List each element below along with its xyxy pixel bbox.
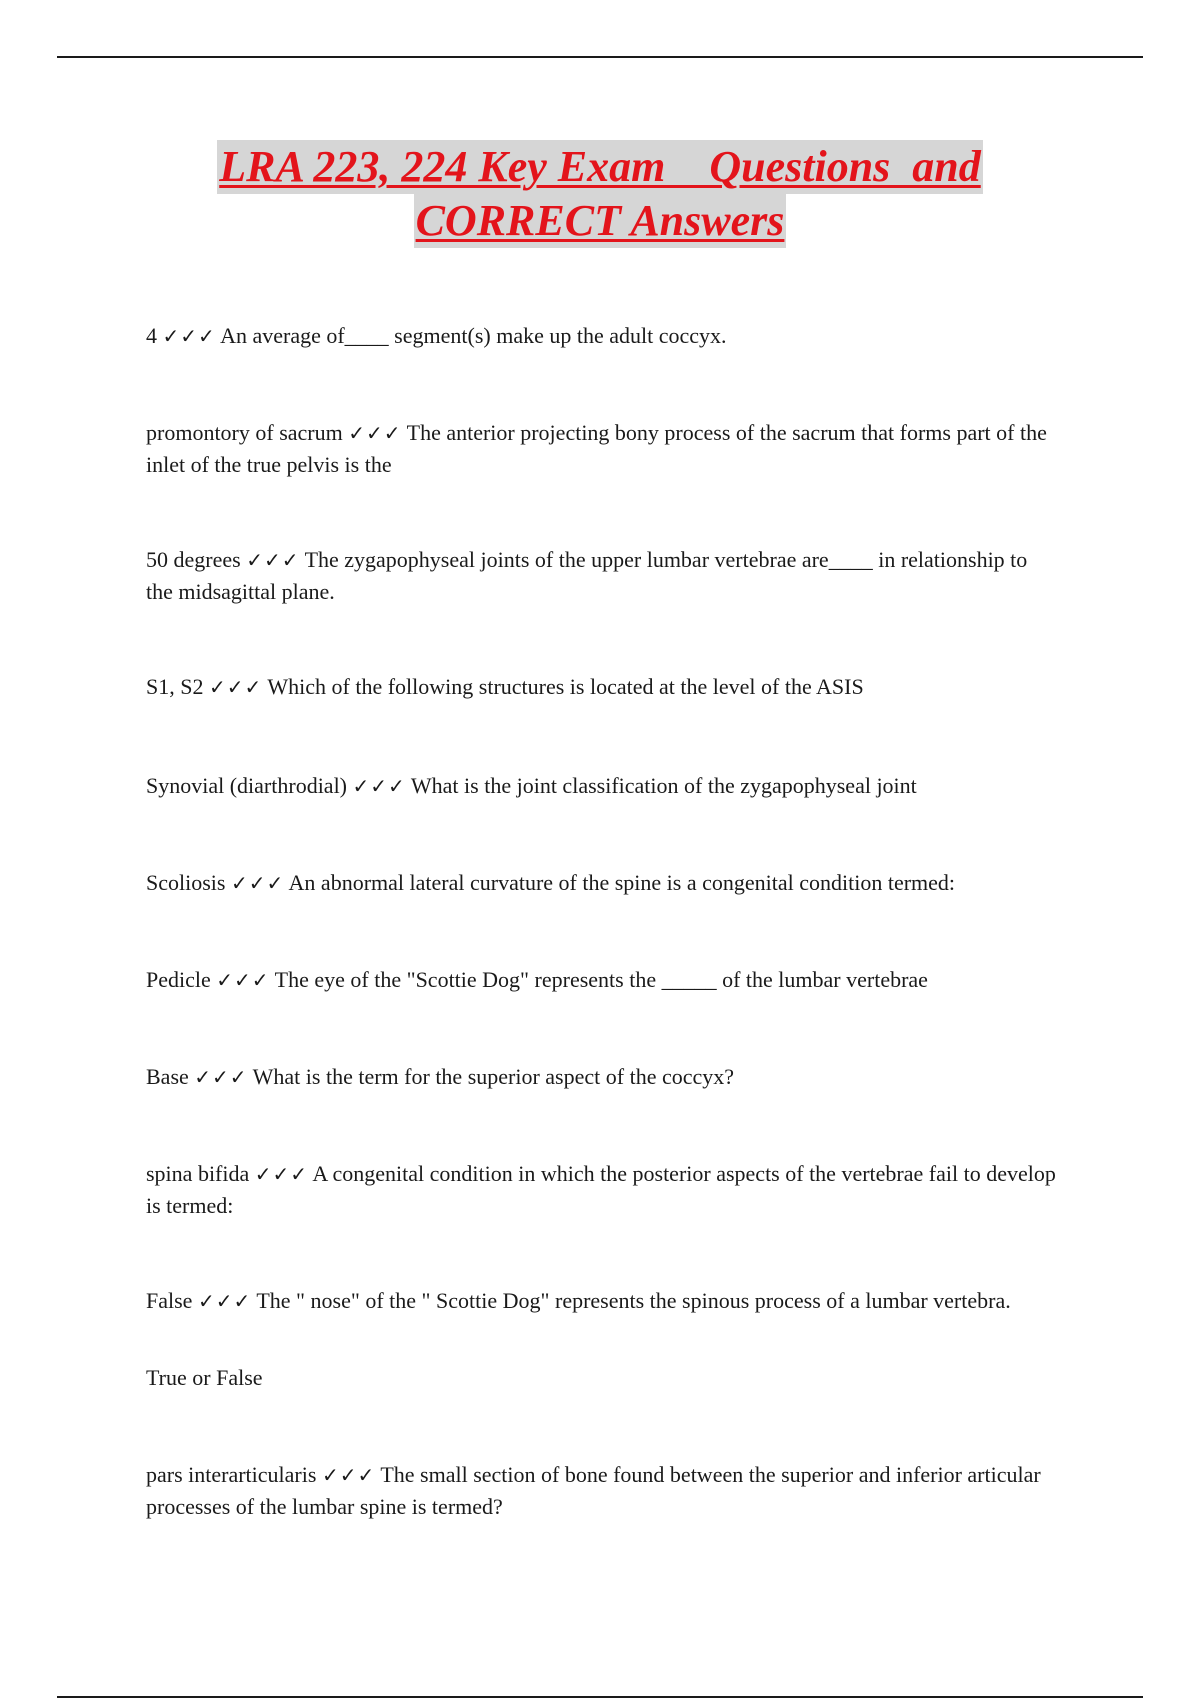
- answer: S1, S2: [146, 674, 204, 699]
- answer: 4: [146, 323, 157, 348]
- footer-rule: [57, 1696, 1143, 1698]
- answer: Synovial (diarthrodial): [146, 773, 348, 798]
- document-title: [0, 140, 1200, 248]
- question: The zygapophyseal joints of the upper lumbar vertebrae are____ in relationship to the midsagittal plane.: [146, 547, 1028, 604]
- check-mark-icon: ✓✓✓: [321, 1463, 376, 1487]
- check-mark-icon: ✓✓✓: [216, 968, 270, 992]
- check-mark-icon: ✓✓✓: [254, 1162, 309, 1186]
- qa-item-2: [146, 417, 1056, 480]
- qa-item-7: [146, 964, 1056, 996]
- answer: 50 degrees: [146, 547, 241, 572]
- qa-item-8: [146, 1061, 1056, 1093]
- header-rule: [57, 56, 1143, 58]
- check-mark-icon: ✓✓✓: [352, 774, 406, 798]
- check-mark-icon: ✓✓✓: [230, 871, 285, 895]
- check-mark-icon: ✓✓✓: [246, 548, 300, 572]
- question: What is the joint classification of the zygapophyseal joint: [410, 773, 917, 798]
- question: The anterior projecting bony process of the sacrum that forms part of the inlet of the true pelvis is the: [146, 420, 1047, 477]
- qa-item-5: [146, 770, 1056, 802]
- qa-item-9: [146, 1158, 1056, 1221]
- check-mark-icon: ✓✓✓: [162, 324, 216, 348]
- answer: spina bifida: [146, 1161, 250, 1186]
- check-mark-icon: ✓✓✓: [194, 1065, 248, 1089]
- question: An average of____ segment(s) make up the adult coccyx.: [220, 323, 727, 348]
- answer: pars interarticularis: [146, 1462, 317, 1487]
- title-line-1: LRA 223, 224 Key Exam Questions and: [217, 140, 983, 194]
- qa-item-3: [146, 544, 1056, 607]
- check-mark-icon: ✓✓✓: [348, 421, 402, 445]
- question: What is the term for the superior aspect of the coccyx?: [252, 1064, 735, 1089]
- qa-item-10: [146, 1285, 1056, 1317]
- question: The " nose" of the " Scottie Dog" represents the spinous process of a lumbar vertebra.: [256, 1288, 1011, 1313]
- qa-item-6: [146, 867, 1056, 899]
- qa-item-10-note: True or False: [146, 1365, 263, 1390]
- question: The eye of the "Scottie Dog" represents the _____ of the lumbar vertebrae: [274, 967, 928, 992]
- qa-item-4: [146, 671, 1056, 703]
- question: Which of the following structures is located at the level of the ASIS: [267, 674, 864, 699]
- question: A congenital condition in which the posterior aspects of the vertebrae fail to develop is termed:: [146, 1161, 1056, 1218]
- title-line-2: CORRECT Answers: [414, 194, 787, 248]
- question: An abnormal lateral curvature of the spine is a congenital condition termed:: [288, 870, 956, 895]
- qa-item-11: [146, 1459, 1056, 1522]
- answer: Scoliosis: [146, 870, 226, 895]
- qa-item-1: [146, 320, 1056, 352]
- answer: Base: [146, 1064, 189, 1089]
- answer: Pedicle: [146, 967, 211, 992]
- check-mark-icon: ✓✓✓: [197, 1289, 252, 1313]
- check-mark-icon: ✓✓✓: [208, 675, 263, 699]
- question: The small section of bone found between the superior and inferior articular processes of the lumbar spine is termed?: [146, 1462, 1041, 1519]
- answer: promontory of sacrum: [146, 420, 343, 445]
- answer: False: [146, 1288, 193, 1313]
